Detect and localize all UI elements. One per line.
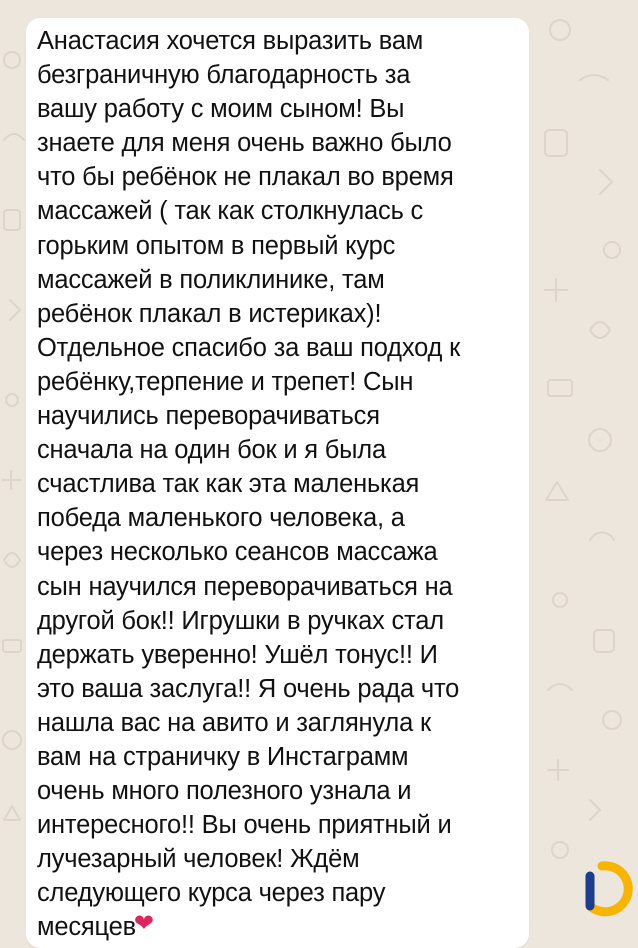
message-line: нашла вас на авито и заглянула к (37, 708, 431, 737)
message-line: лучезарный человек! Ждём (37, 845, 360, 874)
message-line: следующего курса через пару (37, 879, 386, 908)
brand-logo-icon (580, 860, 636, 918)
heart-emoji-icon: ❤ (133, 910, 154, 938)
message-line: массажей в поликлинике, там (37, 265, 385, 294)
message-line: интересного!! Вы очень приятный и (37, 811, 452, 840)
message-text (37, 24, 517, 945)
message-line: что бы ребёнок не плакал во время (37, 163, 454, 192)
message-line-last (37, 910, 517, 944)
message-line: сын научился переворачиваться на (37, 572, 453, 601)
message-line: ребёнок плакал в истериках)! (37, 299, 382, 328)
message-line: знаете для меня очень важно было (37, 129, 452, 158)
message-line: вашу работу с моим сыном! Вы (37, 95, 405, 124)
message-line: вам на страничку в Инстаграмм (37, 742, 409, 771)
message-line-last-text: месяцев (37, 913, 136, 942)
message-line: ребёнку,терпение и трепет! Сын (37, 367, 414, 396)
message-line: держать уверенно! Ушёл тонус!! И (37, 640, 438, 669)
message-line: научились переворачиваться (37, 402, 380, 431)
message-line: очень много полезного узнала и (37, 777, 412, 806)
message-line: Отдельное спасибо за ваш подход к (37, 333, 461, 362)
message-line: счастлива так как эта маленькая (37, 470, 420, 499)
message-line: победа маленького человека, а (37, 504, 405, 533)
message-line: сначала на один бок и я была (37, 436, 386, 465)
message-line: горьким опытом в первый курс (37, 231, 396, 260)
message-line: безграничную благодарность за (37, 61, 411, 90)
message-line: через несколько сеансов массажа (37, 538, 438, 567)
message-line: массажей ( так как столкнулась с (37, 197, 424, 226)
message-line: это ваша заслуга!! Я очень рада что (37, 674, 460, 703)
message-line: другой бок!! Игрушки в ручках стал (37, 606, 444, 635)
message-line: Анастасия хочется выразить вам (37, 27, 424, 55)
